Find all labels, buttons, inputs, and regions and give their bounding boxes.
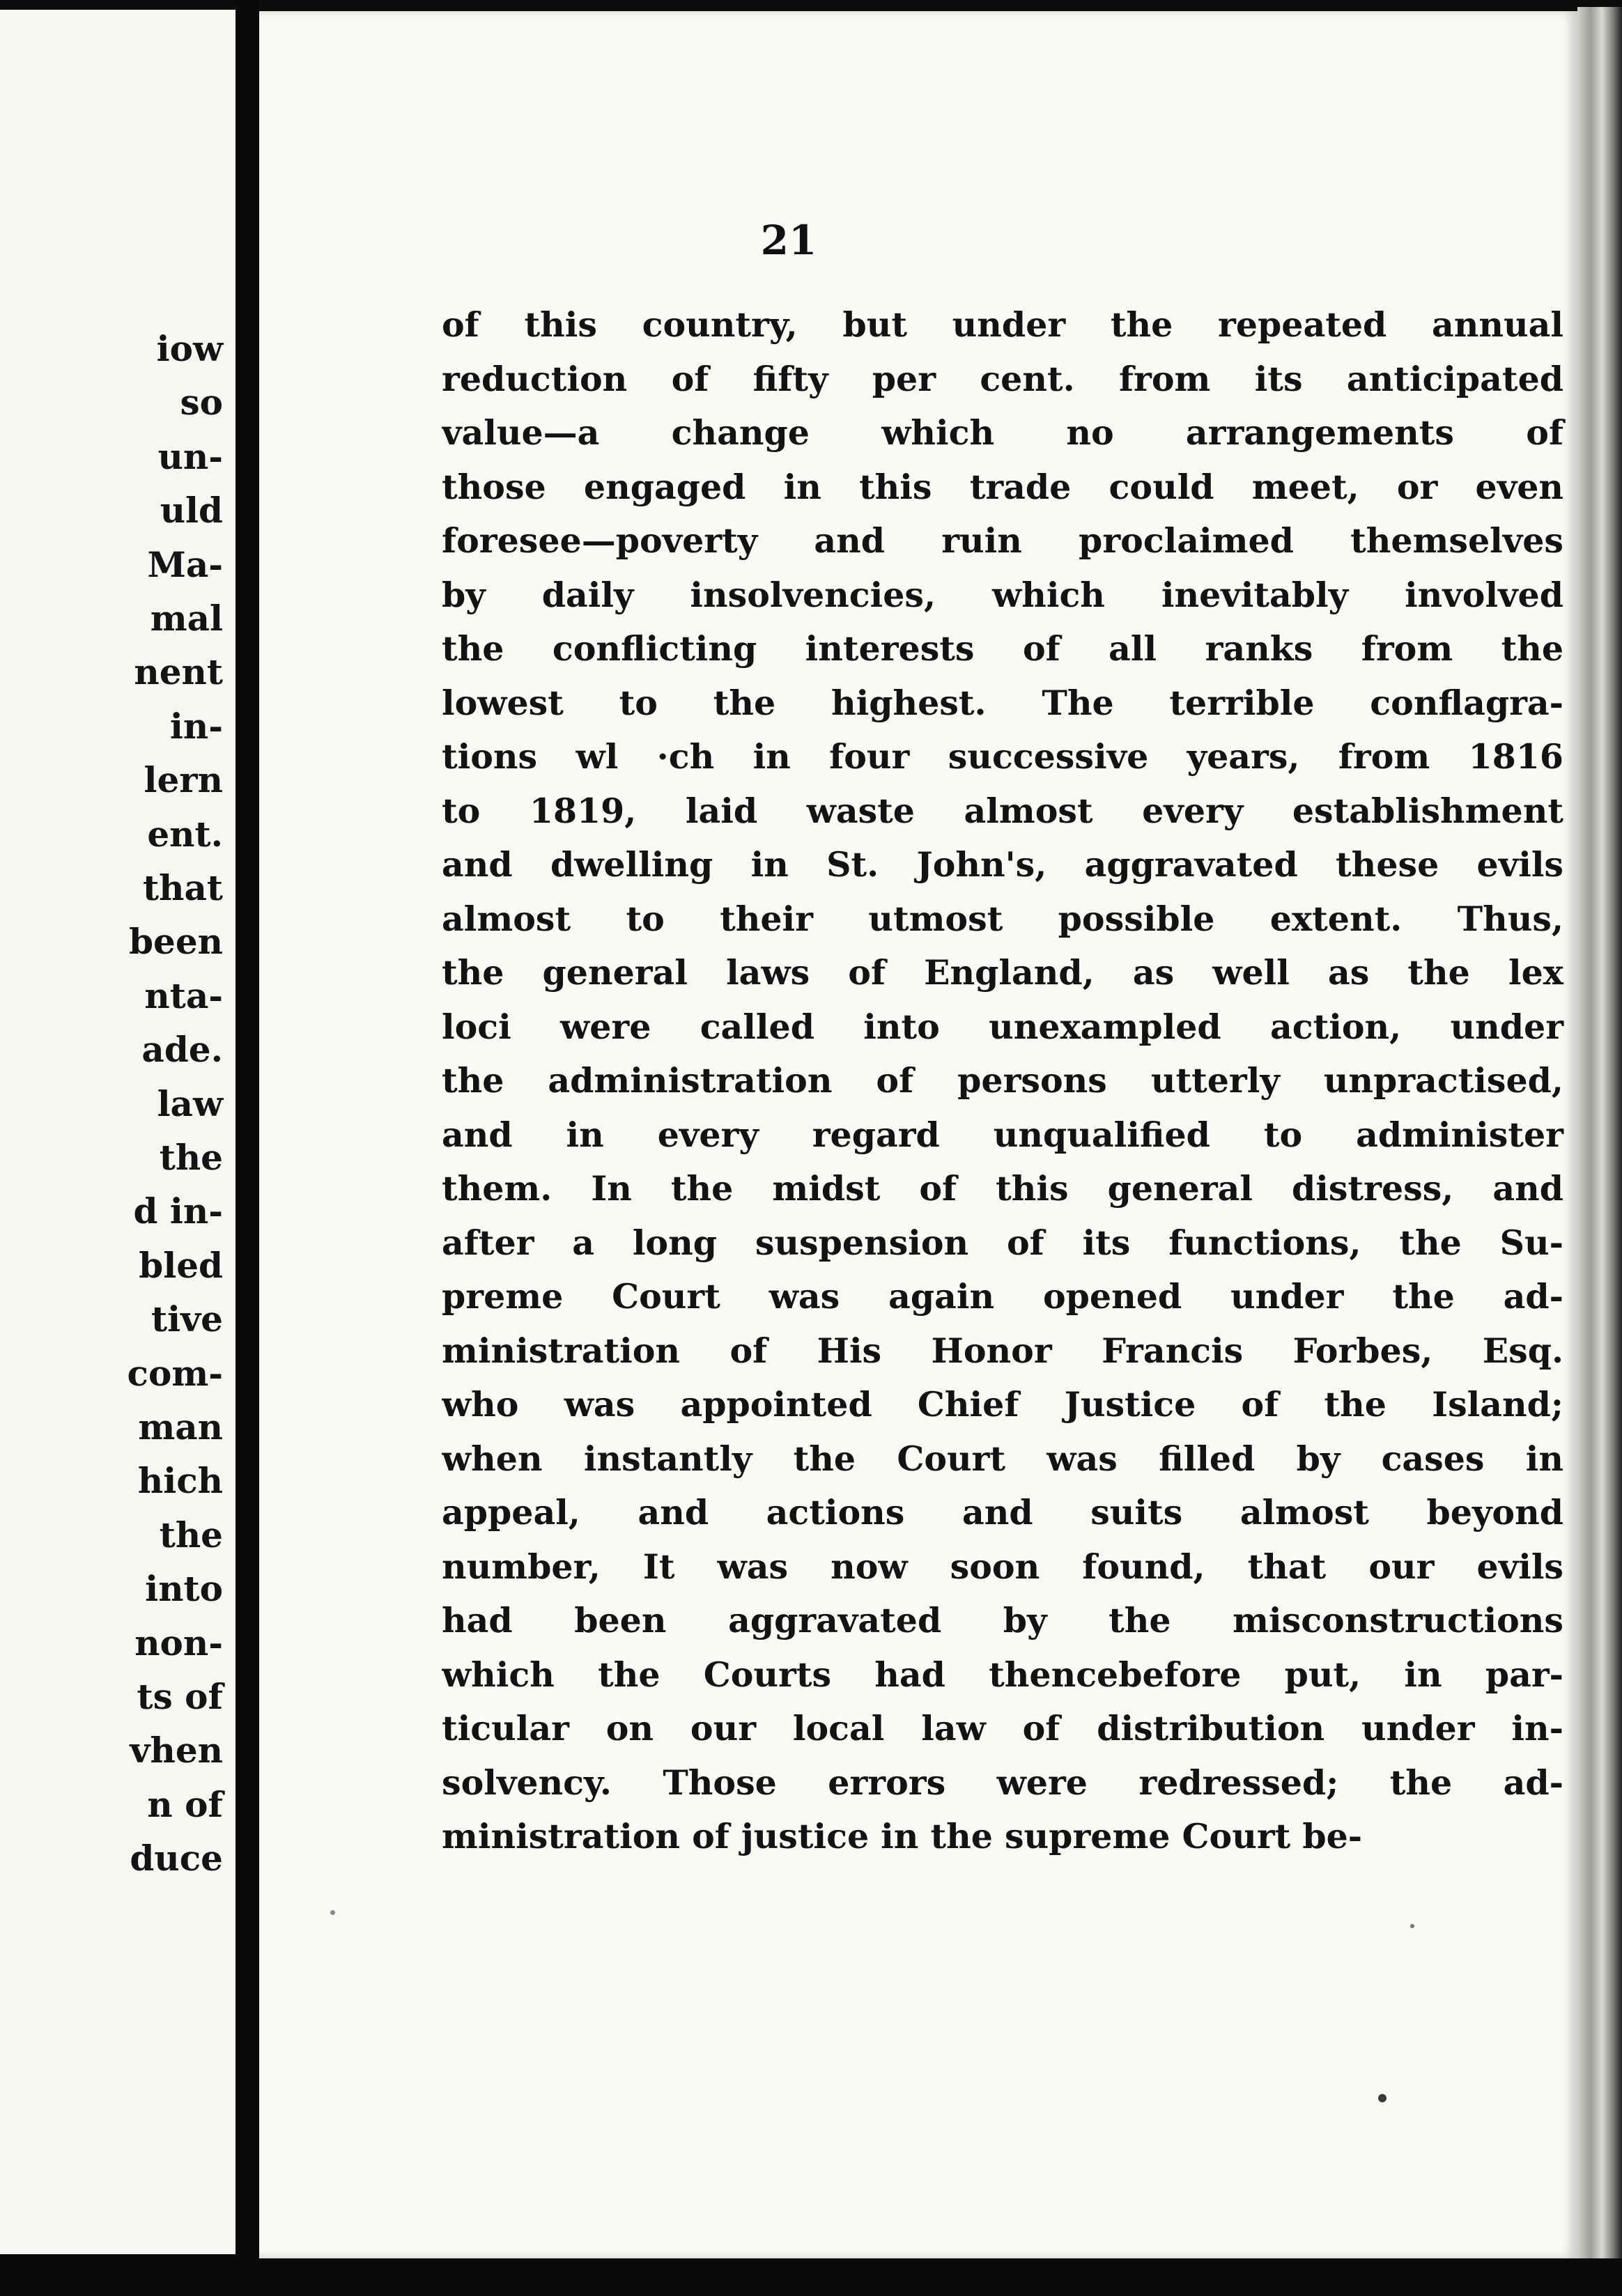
margin-fragment: un- <box>157 435 223 477</box>
text-line: by daily insolvencies, which inevitably involved <box>442 574 1563 615</box>
bottom-border <box>0 2258 1622 2296</box>
margin-fragment: iow <box>156 328 223 369</box>
text-line: value—a change which no arrangements of <box>442 412 1564 453</box>
text-line: after a long suspension of its functions, the Su- <box>442 1222 1563 1263</box>
margin-fragment: d in- <box>133 1190 223 1232</box>
margin-fragment: vhen <box>130 1730 223 1771</box>
text-line: ministration of His Honor Francis Forbes, Esq. <box>442 1330 1564 1371</box>
margin-fragment: n of <box>147 1783 223 1825</box>
margin-fragment: uld <box>160 490 223 532</box>
margin-fragment: non- <box>134 1622 223 1663</box>
text-line: loci were called into unexampled action, under <box>442 1006 1564 1047</box>
margin-fragment: lern <box>144 759 223 801</box>
text-line: almost to their utmost possible extent. Thus, <box>442 898 1563 939</box>
text-line: those engaged in this trade could meet, or even <box>442 466 1563 507</box>
text-line: the administration of persons utterly unpractised, <box>442 1060 1563 1101</box>
ink-speck <box>330 1910 335 1915</box>
text-line: to 1819, laid waste almost every establishment <box>442 790 1563 831</box>
margin-fragment: that <box>143 867 223 908</box>
margin-fragment: man <box>138 1406 223 1448</box>
text-line: the conflicting interests of all ranks from the <box>442 628 1564 669</box>
text-line: which the Courts had thencebefore put, in par- <box>442 1654 1564 1695</box>
margin-fragment: duce <box>130 1838 223 1879</box>
margin-fragment: ade. <box>141 1029 223 1071</box>
margin-fragment: the <box>159 1514 223 1556</box>
text-line: number, It was now soon found, that our evils <box>442 1546 1564 1587</box>
ink-speck <box>1410 1924 1414 1928</box>
text-line: preme Court was again opened under the ad- <box>442 1276 1563 1317</box>
margin-fragment: com- <box>127 1352 223 1394</box>
previous-page-margin <box>0 10 235 2254</box>
text-line: when instantly the Court was filled by cases in <box>442 1438 1563 1479</box>
text-line: solvency. Those errors were redressed; the ad- <box>442 1762 1563 1803</box>
margin-fragment: hich <box>137 1460 223 1502</box>
text-line: them. In the midst of this general distress, and <box>442 1168 1564 1209</box>
margin-fragment: law <box>157 1083 223 1124</box>
margin-fragment: nent <box>134 651 223 693</box>
margin-fragment: the <box>159 1137 223 1178</box>
margin-fragment: ts of <box>137 1676 223 1717</box>
margin-fragment: tive <box>151 1298 223 1340</box>
margin-fragment: mal <box>150 598 223 639</box>
ink-speck <box>1378 2094 1387 2102</box>
page-number: 21 <box>760 217 817 264</box>
body-text <box>442 298 1577 1864</box>
page-21 <box>259 11 1577 2258</box>
margin-fragment: so <box>180 382 223 424</box>
margin-fragment: been <box>129 921 223 963</box>
text-line: had been aggravated by the misconstructions <box>442 1600 1563 1640</box>
text-line: reduction of fifty per cent. from its anticipated <box>442 358 1563 399</box>
text-line: and in every regard unqualified to administer <box>442 1114 1563 1155</box>
text-line: and dwelling in St. John's, aggravated these evils <box>442 844 1564 885</box>
text-line: tions wl ·ch in four successive years, from 1816 <box>442 736 1564 777</box>
text-line: foresee—poverty and ruin proclaimed themselves <box>442 520 1563 561</box>
text-line: who was appointed Chief Justice of the Island; <box>442 1384 1563 1425</box>
text-line: lowest to the highest. The terrible conflagra- <box>442 682 1563 723</box>
text-line: the general laws of England, as well as the lex <box>442 952 1563 993</box>
margin-fragment: ent. <box>147 813 223 855</box>
text-line: appeal, and actions and suits almost beyond <box>442 1492 1563 1533</box>
margin-fragment: bled <box>139 1244 223 1286</box>
margin-fragment: in- <box>169 705 223 747</box>
margin-fragment: into <box>145 1568 223 1610</box>
text-line: ministration of justice in the supreme Court be- <box>442 1816 1363 1856</box>
text-line: of this country, but under the repeated annual <box>442 304 1564 345</box>
book-gutter <box>235 0 259 2296</box>
margin-fragment: nta- <box>144 975 223 1016</box>
text-line: ticular on our local law of distribution under in- <box>442 1708 1563 1748</box>
page-edge <box>1577 7 1622 2261</box>
margin-fragment: Ma- <box>147 543 223 585</box>
